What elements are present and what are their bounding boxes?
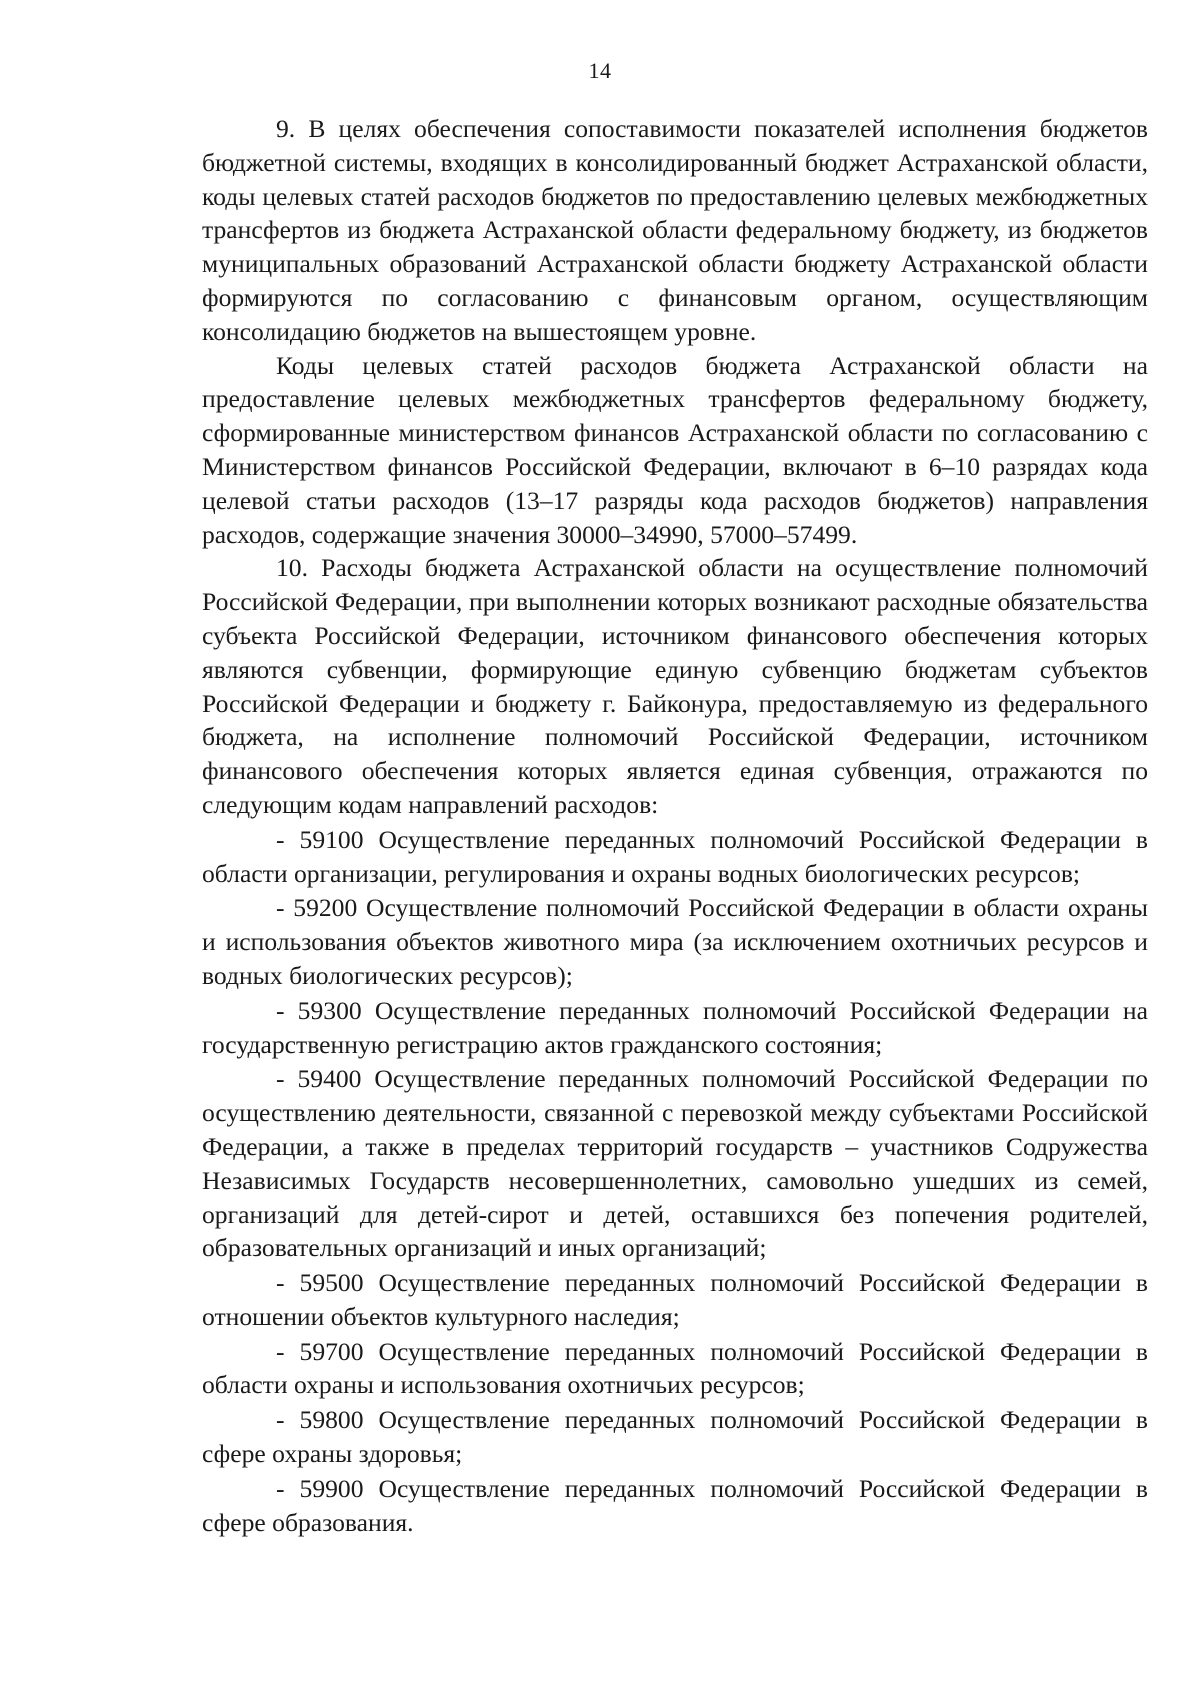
list-item-59300: - 59300 Осуществление переданных полномочий Российской Федерации на государственную регистрацию актов гражданского состояния; — [202, 995, 1148, 1059]
list-item-59500: - 59500 Осуществление переданных полномочий Российской Федерации в отношении объектов культурного наследия; — [202, 1268, 1148, 1331]
paragraph-target-codes: Коды целевых статей расходов бюджета Астраханской области на предоставление целевых межбюджетных трансфертов федеральному бюджету, сформированные министерством финансов Астраханской области по согласованию с Министерством финансов Российской Федерации, включают в 6–10 разрядах кода целевой статьи расходов (13–17 разряды кода расходов бюджетов) направления расходов, содержащие значения 30000–34990, 57000–57499. — [202, 350, 1148, 549]
paragraph-10: 10. Расходы бюджета Астраханской области на осуществление полномочий Российской Федерации, при выполнении которых возникают расходные обязательства субъекта Российской Федерации, источником финансового обеспечения которых являются субвенции, формирующие единую субвенцию бюджетам субъектов Российской Федерации и бюджету г. Байконура, предоставляемую из федерального бюджета, на исполнение полномочий Российской Федерации, источником финансового обеспечения которых является единая субвенция, отражаются по следующим кодам направлений расходов: — [202, 553, 1148, 819]
document-body — [202, 112, 1148, 1539]
list-item-59200: - 59200 Осуществление полномочий Российской Федерации в области охраны и использования объектов животного мира (за исключением охотничьих ресурсов и водных биологических ресурсов); — [202, 893, 1148, 990]
paragraph-9: 9. В целях обеспечения сопоставимости показателей исполнения бюджетов бюджетной системы, входящих в консолидированный бюджет Астраханской области, коды целевых статей расходов бюджетов по предоставлению целевых межбюджетных трансфертов из бюджета Астраханской области федеральному бюджету, из бюджетов муниципальных образований Астраханской области бюджету Астраханской области формируются по согласованию с финансовым органом, осуществляющим консолидацию бюджетов на вышестоящем уровне. — [202, 114, 1148, 346]
list-item-59100: - 59100 Осуществление переданных полномочий Российской Федерации в области организации, регулирования и охраны водных биологических ресурсов; — [202, 824, 1148, 888]
page-number: 14 — [588, 58, 612, 83]
list-item-59400: - 59400 Осуществление переданных полномочий Российской Федерации по осуществлению деятельности, связанной с перевозкой между субъектами Российской Федерации, а также в пределах территорий государств – участников Содружества Независимых Государств несовершеннолетних, самовольно ушедших из семей, организаций для детей-сирот и детей, оставшихся без попечения родителей, образовательных организаций и иных организаций; — [202, 1064, 1148, 1263]
list-item-59700: - 59700 Осуществление переданных полномочий Российской Федерации в области охраны и использования охотничьих ресурсов; — [202, 1336, 1148, 1400]
list-item-59900: - 59900 Осуществление переданных полномочий Российской Федерации в сфере образования. — [202, 1473, 1148, 1537]
list-item-59800: - 59800 Осуществление переданных полномочий Российской Федерации в сфере охраны здоровья; — [202, 1405, 1148, 1469]
